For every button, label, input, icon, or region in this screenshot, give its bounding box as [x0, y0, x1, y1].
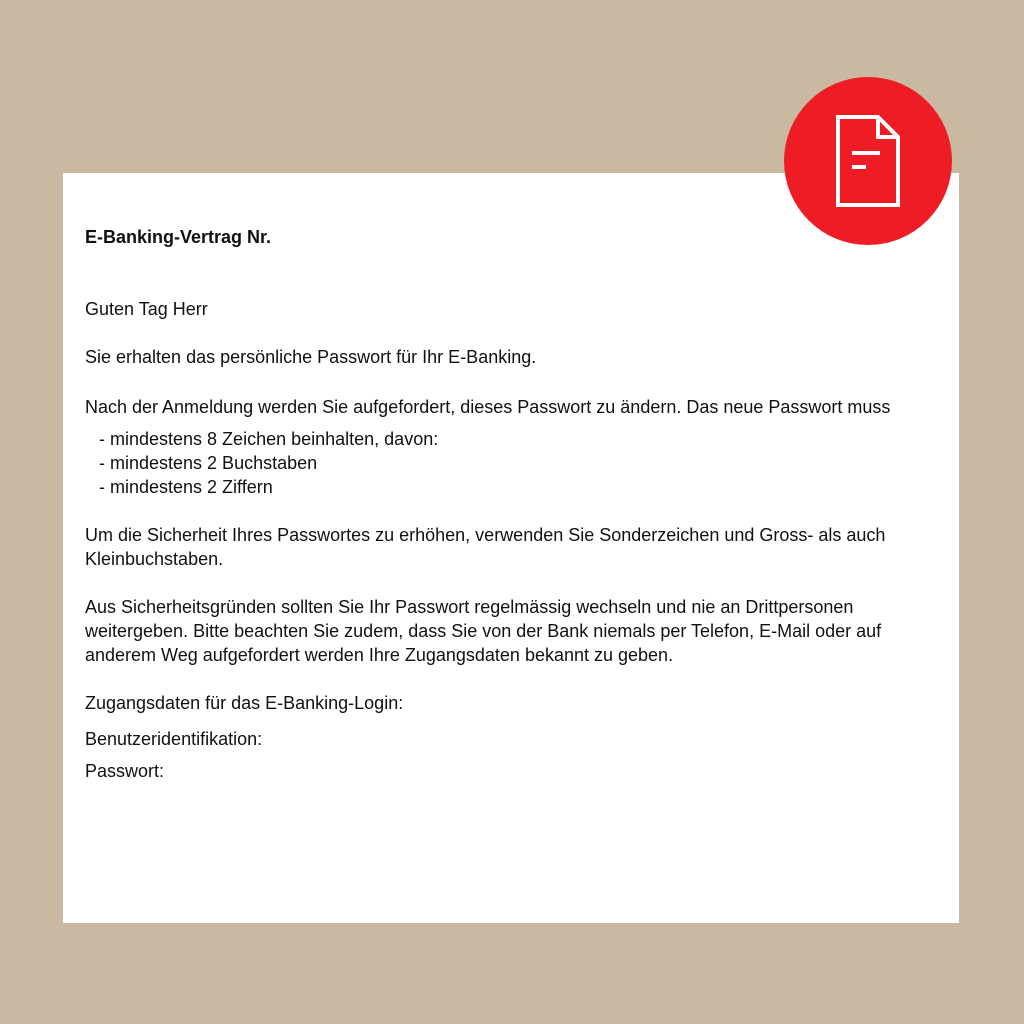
- requirement-item: - mindestens 2 Ziffern: [99, 475, 949, 499]
- password-requirements-list: [85, 427, 949, 499]
- user-id-label: Benutzeridentifikation:: [85, 729, 263, 749]
- password-label: Passwort:: [85, 761, 165, 781]
- letter-warning: Aus Sicherheitsgründen sollten Sie Ihr Passwort regelmässig wechseln und nie an Drittpersonen weitergeben. Bitte beachten Sie zudem, dass Sie von der Bank niemals per Telefon, E-Mail oder auf anderem Weg aufgefordert werden Ihre Zugangsdaten bekannt zu geben.: [85, 597, 882, 665]
- requirement-item: - mindestens 2 Buchstaben: [99, 451, 949, 475]
- document-badge: [784, 77, 952, 245]
- credentials-heading: Zugangsdaten für das E-Banking-Login:: [85, 693, 404, 713]
- requirement-item: - mindestens 8 Zeichen beinhalten, davon:: [99, 427, 949, 451]
- letter-greeting: Guten Tag Herr: [85, 299, 208, 319]
- letter-intro: Sie erhalten das persönliche Passwort für Ihr E-Banking.: [85, 347, 537, 367]
- letter-body: [85, 225, 949, 783]
- letter-change-notice: Nach der Anmeldung werden Sie aufgefordert, dieses Passwort zu ändern. Das neue Passwort muss: [85, 397, 891, 417]
- letter-security-tip: Um die Sicherheit Ihres Passwortes zu erhöhen, verwenden Sie Sonderzeichen und Gross- als auch Kleinbuchstaben.: [85, 525, 886, 569]
- letter-sheet: [63, 173, 959, 923]
- letter-title: E-Banking-Vertrag Nr.: [85, 227, 272, 247]
- document-icon: [834, 113, 902, 209]
